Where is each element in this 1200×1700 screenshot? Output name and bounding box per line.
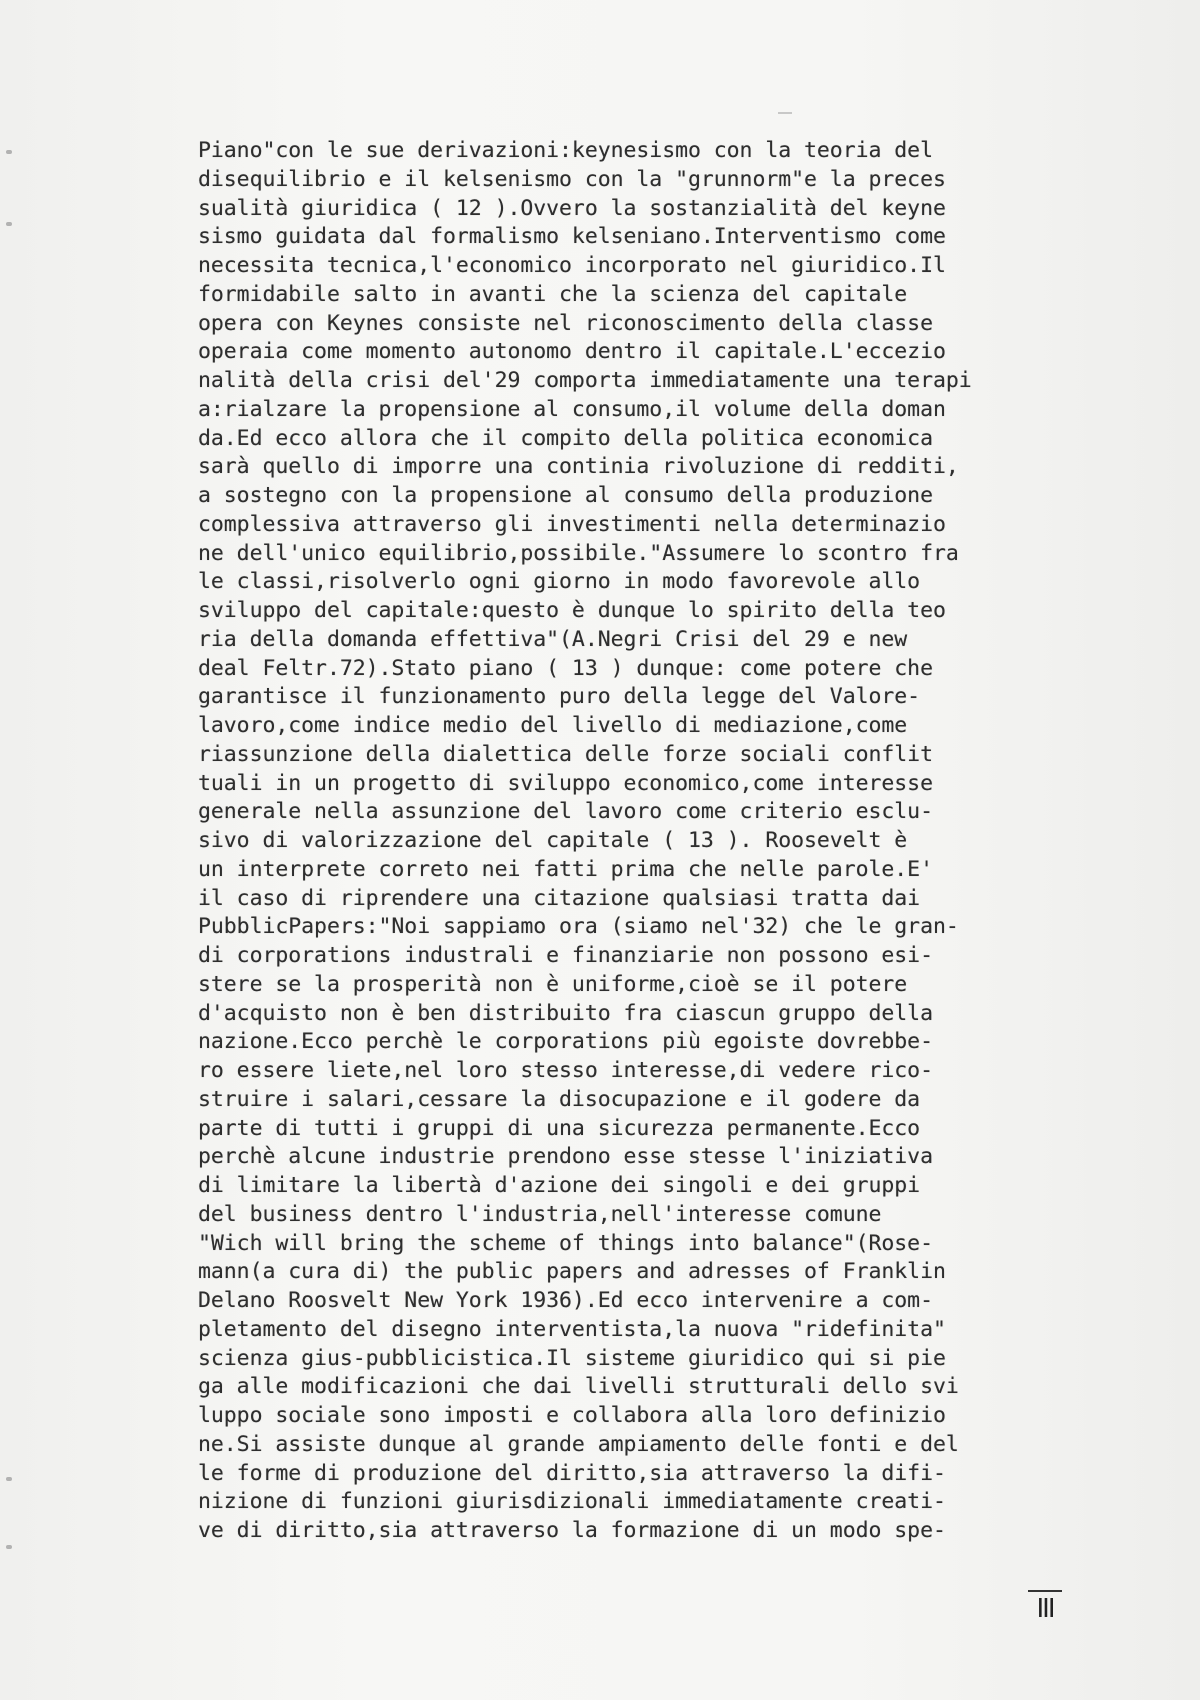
text-line: scienza gius-pubblicistica.Il sisteme giuridico qui si pie bbox=[198, 1345, 946, 1371]
text-line: sualità giuridica ( 12 ).Ovvero la sostanzialità del keyne bbox=[198, 195, 946, 221]
text-line: necessita tecnica,l'economico incorporato nel giuridico.Il bbox=[198, 253, 946, 278]
text-line: disequilibrio e il kelsenismo con la "grunnorm"e la preces bbox=[198, 166, 946, 192]
text-line: del business dentro l'industria,nell'interesse comune bbox=[198, 1201, 882, 1227]
text-line: perchè alcune industrie prendono esse stesse l'iniziativa bbox=[198, 1144, 933, 1170]
paper-mark bbox=[778, 112, 792, 114]
text-line: struire i salari,cessare la disocupazione e il godere da bbox=[198, 1086, 921, 1112]
text-line: lavoro,come indice medio del livello di mediazione,come bbox=[198, 713, 908, 738]
text-line: parte di tutti i gruppi di una sicurezza permanente.Ecco bbox=[198, 1115, 921, 1141]
text-line: ro essere liete,nel loro stesso interesse,di vedere rico- bbox=[198, 1058, 933, 1083]
page-number: III bbox=[1028, 1590, 1062, 1624]
text-line: nizione di funzioni giurisdizionali immediatamente creati- bbox=[198, 1489, 946, 1515]
text-line: a sostegno con la propensione al consumo della produzione bbox=[198, 483, 933, 508]
text-line: ne dell'unico equilibrio,possibile."Assumere lo scontro fra bbox=[198, 540, 959, 566]
margin-mark bbox=[6, 1545, 12, 1549]
text-line: mann(a cura di) the public papers and adresses of Franklin bbox=[198, 1259, 946, 1285]
text-line: tuali in un progetto di sviluppo economico,come interesse bbox=[198, 770, 933, 796]
text-line: sviluppo del capitale:questo è dunque lo spirito della teo bbox=[198, 598, 946, 623]
margin-mark bbox=[6, 150, 12, 154]
text-line: un interprete correto nei fatti prima che nelle parole.E' bbox=[198, 856, 933, 882]
text-line: deal Feltr.72).Stato piano ( 13 ) dunque: come potere che bbox=[198, 655, 933, 681]
text-line: Piano"con le sue derivazioni:keynesismo con la teoria del bbox=[198, 138, 933, 163]
text-line: da.Ed ecco allora che il compito della politica economica bbox=[198, 425, 933, 451]
text-line: a:rialzare la propensione al consumo,il volume della doman bbox=[198, 396, 946, 422]
text-line: complessiva attraverso gli investimenti nella determinazio bbox=[198, 511, 946, 537]
text-line: ga alle modificazioni che dai livelli strutturali dello svi bbox=[198, 1374, 959, 1400]
text-line: di corporations industrali e finanziarie non possono esi- bbox=[198, 943, 933, 968]
text-line: il caso di riprendere una citazione qualsiasi tratta dai bbox=[198, 885, 921, 911]
text-line: ria della domanda effettiva"(A.Negri Crisi del 29 e new bbox=[198, 626, 908, 652]
text-line: luppo sociale sono imposti e collabora alla loro definizio bbox=[198, 1403, 946, 1428]
text-line: ve di diritto,sia attraverso la formazione di un modo spe- bbox=[198, 1518, 946, 1543]
text-line: pletamento del disegno interventista,la nuova "ridefinita" bbox=[198, 1316, 946, 1342]
text-line: ne.Si assiste dunque al grande ampiamento delle fonti e del bbox=[198, 1431, 959, 1457]
text-line: d'acquisto non è ben distribuito fra ciascun gruppo della bbox=[198, 1000, 933, 1026]
text-line: sismo guidata dal formalismo kelseniano.Interventismo come bbox=[198, 224, 946, 250]
text-line: sivo di valorizzazione del capitale ( 13 ). Roosevelt è bbox=[198, 828, 908, 853]
text-line: nalità della crisi del'29 comporta immediatamente una terapi bbox=[198, 368, 972, 393]
text-line: riassunzione della dialettica delle forze sociali conflit bbox=[198, 741, 933, 767]
text-line: PubblicPapers:"Noi sappiamo ora (siamo nel'32) che le gran- bbox=[198, 914, 959, 940]
text-line: le classi,risolverlo ogni giorno in modo favorevole allo bbox=[198, 569, 921, 595]
text-line: nazione.Ecco perchè le corporations più egoiste dovrebbe- bbox=[198, 1029, 933, 1055]
text-line: le forme di produzione del diritto,sia attraverso la difi- bbox=[198, 1460, 946, 1486]
text-line: formidabile salto in avanti che la scienza del capitale bbox=[198, 281, 908, 307]
text-line: operaia come momento autonomo dentro il capitale.L'eccezio bbox=[198, 339, 946, 365]
text-line: "Wich will bring the scheme of things into balance"(Rose- bbox=[198, 1230, 933, 1256]
margin-mark bbox=[6, 222, 12, 226]
text-line: stere se la prosperità non è uniforme,cioè se il potere bbox=[198, 971, 908, 997]
text-line: Delano Roosvelt New York 1936).Ed ecco intervenire a com- bbox=[198, 1288, 933, 1313]
typed-text-body bbox=[198, 137, 1128, 1546]
margin-mark bbox=[6, 1477, 12, 1481]
text-line: generale nella assunzione del lavoro come criterio esclu- bbox=[198, 799, 933, 825]
text-line: sarà quello di imporre una continia rivoluzione di redditi, bbox=[198, 454, 959, 480]
text-line: opera con Keynes consiste nel riconoscimento della classe bbox=[198, 310, 933, 336]
text-line: garantisce il funzionamento puro della legge del Valore- bbox=[198, 684, 921, 710]
text-line: di limitare la libertà d'azione dei singoli e dei gruppi bbox=[198, 1173, 921, 1198]
